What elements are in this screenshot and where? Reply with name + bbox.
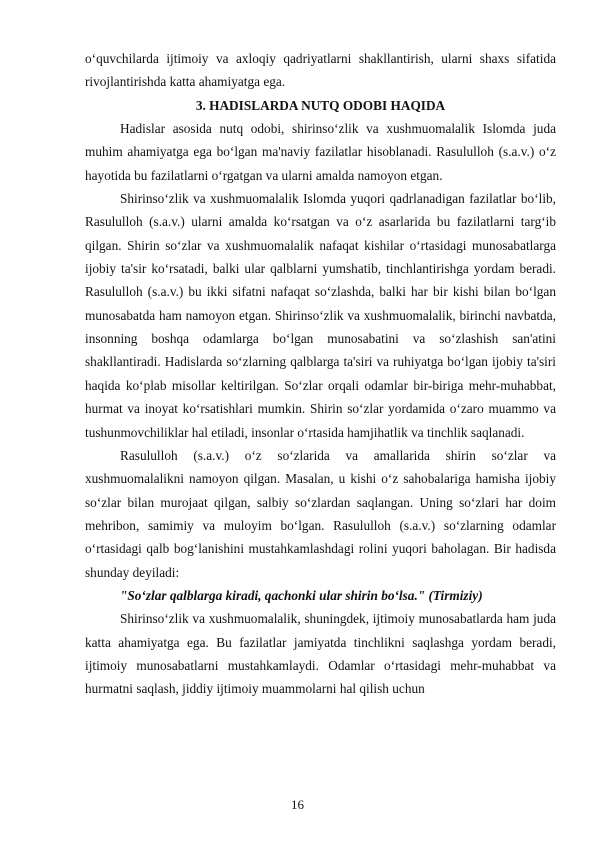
paragraph-intro: o‘quvchilarda ijtimoiy va axloqiy qadriyatlarni shakllantirish, ularni shaxs sifatida rivojlantirishda katta ahamiyatga ega. [85, 51, 556, 90]
paragraph-1: Hadislar asosida nutq odobi, shirinso‘zlik va xushmuomalalik Islomda juda muhim ahamiyatga ega bo‘lgan ma'naviy fazilatlar hisoblanadi. Rasululloh (s.a.v.) o‘z hayotida bu fazilatlarni o‘rgatgan va ularni amalda namoyon etgan. [85, 121, 556, 183]
paragraph-4: Shirinso‘zlik va xushmuomalalik, shuningdek, ijtimoiy munosabatlarda ham juda katta ahamiyatga ega. Bu fazilatlar jamiyatda tinchlikni saqlashga yordam beradi, ijtimoiy munosabatlarni mustahkamlaydi. Odamlar o‘rtasidagi mehr-muhabbat va hurmatni saqlash, jiddiy ijtimoiy muammolarni hal qilish uchun [85, 611, 556, 697]
hadith-quote: "So‘zlar qalblarga kiradi, qachonki ular shirin bo‘lsa." (Tirmiziy) [120, 587, 483, 603]
document-page [85, 47, 556, 701]
paragraph-2: Shirinso‘zlik va xushmuomalalik Islomda yuqori qadrlanadigan fazilatlar bo‘lib, Rasululloh (s.a.v.) ularni amalda ko‘rsatgan va o‘z asarlarida bu fazilatlarni targ‘ib qilgan. Shirin so‘zlar va xushmuomalalik nafaqat kishilar o‘rtasidagi munosabatlarga ijobiy ta'sir ko‘rsatadi, balki ular qalblarni yumshatib, tinchlantirishga yordam beradi. Rasululloh (s.a.v.) bu ikki sifatni nafaqat so‘zlashda, balki har bir kishi bilan bo‘lgan munosabatda ham namoyon etgan. Shirinso‘zlik va xushmuomalalik, birinchi navbatda, insonning boshqa odamlarga bo‘lgan munosabatini va so‘zlashish san'atini shakllantiradi. Hadislarda so‘zlarning qalblarga ta'siri va ruhiyatga bo‘lgan ijobiy ta'siri haqida ko‘plab misollar keltirilgan. So‘zlar orqali odamlar bir-biriga mehr-muhabbat, hurmat va inoyat ko‘rsatishlari mumkin. Shirin so‘zlar yordamida o‘zaro muammo va tushunmovchiliklar hal etiladi, insonlar o‘rtasida hamjihatlik va tinchlik saqlanadi. [85, 191, 556, 440]
paragraph-3: Rasululloh (s.a.v.) o‘z so‘zlarida va amallarida shirin so‘zlar va xushmuomalalikni namoyon qilgan. Masalan, u kishi o‘z sahobalariga hamisha ijobiy so‘zlar bilan murojaat qilgan, salbiy so‘zlardan saqlangan. Uning so‘zlari har doim mehribon, samimiy va muloyim bo‘lgan. Rasululloh (s.a.v.) so‘zlarning odamlar o‘rtasidagi qalb bog‘lanishini mustahkamlashdagi rolini yuqori baholagan. Bir hadisda shunday deyiladi: [85, 447, 556, 580]
page-number: 16 [291, 797, 304, 812]
section-heading: 3. HADISLARDA NUTQ ODOBI HAQIDA [195, 97, 446, 113]
